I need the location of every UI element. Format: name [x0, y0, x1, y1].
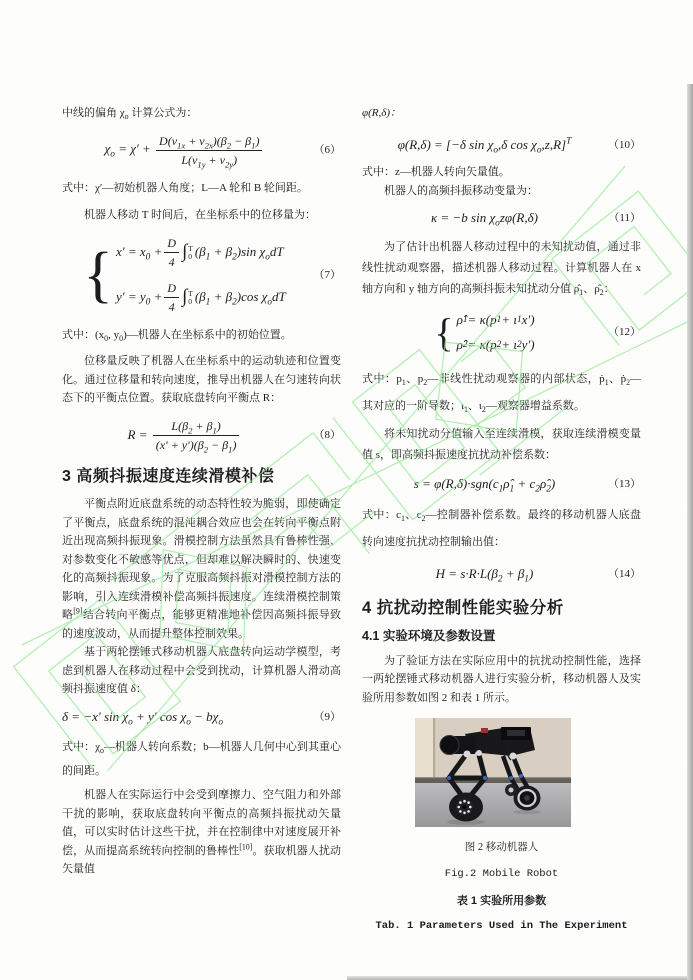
- section-heading-3: 3 高频抖振速度连续滑模补偿: [62, 467, 275, 485]
- photo-door-frame: [415, 718, 435, 777]
- equation-6-number: （6）: [313, 144, 341, 157]
- paragraph-continuation: φ(R,δ)：: [362, 107, 401, 119]
- section-heading-4: 4 抗扰动控制性能实验分析: [362, 598, 564, 617]
- equation-6-body: [62, 132, 307, 170]
- table-1-caption-zh: 表 1 实验所用参数: [456, 895, 547, 907]
- equation-12-line2: ρ̂ 2 = κ(p 2 + ι 2 y′): [456, 337, 535, 352]
- fraction: [164, 234, 179, 272]
- equation-12: [362, 311, 641, 355]
- equation-7-line2-post: $(\beta_1 + \beta_2)\cos$ $\chi_odT$: [194, 289, 286, 308]
- robot-left-wheel-axle: [462, 805, 466, 809]
- paragraph-sliding-mode: 将未知扰动分值输入至连续滑模，获取连续滑模变量值 s，即高频抖振速度抗扰动补偿系数：: [362, 427, 641, 461]
- equation-9: [62, 708, 341, 727]
- system-brace: {: [434, 309, 454, 355]
- equation-12-number: （12）: [608, 326, 641, 339]
- integral-sign: ∫: [182, 286, 188, 308]
- robot-blue-bolt: [447, 776, 451, 780]
- fraction-numerator: $D(v_{1x} + v_{2x})(\beta_2 - \beta_1)$: [156, 132, 262, 152]
- equation-14-number: （14）: [608, 568, 641, 580]
- integral-upper: T: [188, 244, 193, 253]
- note-eq9: 式中：$\chi_o—$机器人转向系数；b—机器人几何中心到其重心的间距。: [62, 741, 342, 777]
- paragraph-section3-b: 基于两轮摆锤式移动机器人底盘转向运动学模型，考虑到机器人在移动过程中会受到扰动，计算机器人滑动高频抖振速度值 δ：: [62, 646, 341, 695]
- note-eq12: 式中：$p_1$、$p_2—$非线性扰动观察器的内部状态，ṗ$_1$、ṗ$_2$—其对应的一阶导数；$\iota_1$、$\iota_2—$观察器增益系数。: [362, 372, 642, 414]
- fraction-denominator: 4: [168, 300, 175, 314]
- paragraph-observer: 为了估计出机器人移动过程中的未知扰动值，通过非线性扰动观察器，描述机器人移动过程。计算机器人在 x 轴方向和 y 轴方向的高频抖振未知扰动分值 $\rhô_1$、$\rhô_2$：: [362, 240, 641, 297]
- photo-baseboard-line: [415, 777, 571, 778]
- integral-lower: 0: [188, 296, 192, 306]
- integral-sign: ∫: [182, 241, 188, 263]
- paragraph-section3-c: 机器人在实际运行中会受到摩擦力、空气阻力和外部干扰的影响，获取底盘转向平衡点的高频抖振扰动矢量值，可以实时估计这些干扰，并在控制律中对速度展开补偿，从而提高系统转向控制的鲁棒性[10]。获取机器人扰动矢量值: [62, 789, 342, 875]
- equation-10-body: φ(R,δ) = [−δ $\sin \chi_o,\delta$ $\cos \chi_o,z,R]^T$: [397, 136, 572, 156]
- equation-9-number: （9）: [313, 710, 341, 723]
- scan-edge-right: [687, 84, 693, 980]
- robot-right-wheel-hub: [524, 795, 530, 801]
- paragraph-move-T: 机器人移动 T 时间后，在坐标系中的位移量为：: [84, 209, 317, 221]
- equation-7-line1: [116, 234, 286, 272]
- table-1-caption-en: Tab. 1 Parameters Used in The Experiment: [375, 919, 628, 932]
- equation-10: [362, 136, 641, 155]
- subsection-heading-4-1: 4.1 实验环境及参数设置: [362, 629, 496, 643]
- robot-cylinder-motor: [440, 736, 459, 755]
- equation-7-lines: [116, 234, 286, 317]
- integral-upper: T: [188, 289, 193, 298]
- equation-8-body: [62, 417, 307, 455]
- robot-joint-disc: [464, 751, 471, 758]
- equation-11-number: （11）: [608, 212, 641, 224]
- system-brace: {: [83, 240, 113, 309]
- note-eq10: 式中：z—机器人转向矢量值。: [362, 166, 510, 178]
- integral-lower: 0: [188, 251, 192, 261]
- equation-8-lhs: R =: [127, 426, 151, 442]
- equation-7-line2: [116, 279, 286, 317]
- fraction: [164, 279, 179, 317]
- robot-photo: [415, 718, 571, 827]
- equation-11: [362, 209, 641, 228]
- robot-joint-disc: [510, 753, 517, 760]
- robot-joint-disc: [476, 750, 482, 756]
- equation-14: [362, 565, 641, 584]
- paragraph-section3-a: 平衡点附近底盘系统的动态特性较为脆弱，即使确定了平衡点，底盘系统的混沌耦合效应也会在转向平衡点附近出现高频抖振现象。滑模控制方法虽然具有鲁棒性强、对参数变化不敏感等优点，但却难以解决瞬时的、快速变化的高频抖振现象。为了克服高频抖振对滑模控制方法的影响，引入连续滑模补偿高频抖振速度。连续滑模控制策略[9]结合转向平衡点，能够更精准地补偿因高频抖振导致的速度波动，从而提升整体控制效果。: [62, 498, 342, 640]
- note-eq7: 式中：($x_0$, $y_0)—$机器人在坐标系中的初始位置。: [62, 328, 292, 343]
- fraction-denominator: $(x' + y')(\beta_2 - \beta_1)$: [155, 438, 237, 455]
- robot-blue-bolt: [519, 774, 523, 778]
- figure-2-caption-en: Fig.2 Mobile Robot: [444, 867, 559, 880]
- equation-6-lhs: $\chi_o = \chi'$ +: [104, 141, 155, 161]
- left-column: [62, 104, 341, 879]
- paragraph-displacement: 位移量反映了机器人在坐标系中的运动轨迹和位置变化。通过位移量和转向速度，推导出机器人在匀速转向状态下的平衡点位置。获取底盘转向平衡点 R：: [62, 355, 341, 404]
- fraction: [156, 132, 262, 170]
- equation-6: [62, 132, 341, 170]
- equation-7-line2-pre: $y' = y_0$ +: [115, 289, 163, 308]
- paragraph-chi-angle-intro: 中线的偏角 $\chi_o$ 计算公式为：: [62, 107, 198, 122]
- robot-pendulum-hub: [509, 788, 514, 793]
- equation-10-number: （10）: [608, 138, 641, 151]
- paragraph-experiment-setup: 为了验证方法在实际应用中的抗扰动控制性能，选择一两轮摆锤式移动机器人进行实验分析，移动机器人及实验所用参数如图 2 和表 1 所示。: [362, 654, 641, 704]
- equation-14-body: $H = s\cdot R\cdot L(\beta_2 + \beta_1)$: [435, 566, 534, 585]
- integral-limits: [188, 245, 193, 260]
- equation-13-number: （13）: [608, 477, 641, 490]
- equation-9-body: δ = −x′ $\sin \chi_o + y'$ $\cos \chi_o - b\chi_o$: [62, 708, 224, 728]
- fraction-denominator: 4: [168, 255, 175, 269]
- robot-red-part: [481, 728, 488, 733]
- scan-edge-bottom: [347, 976, 687, 980]
- equation-8: [62, 417, 341, 455]
- fraction-numerator: D: [164, 279, 179, 299]
- equation-12-line1: ρ̂ 1 = κ(p 1 + ι 1 x′): [456, 311, 535, 327]
- integral-limits: [188, 290, 193, 305]
- photo-floor: [415, 783, 571, 827]
- equation-11-body: κ = −b $\sin \chi_oz\varphi(R,\delta)$: [430, 210, 538, 229]
- figure-2-caption-zh: 图 2 移动机器人: [464, 842, 539, 853]
- robot-blue-bolt: [509, 776, 513, 780]
- note-eq13: 式中：$c_1$、$c_2—$控制器补偿系数。最终的移动机器人底盘转向速度抗扰动控制输出值：: [362, 509, 641, 548]
- fraction-numerator: $L(\beta_2 + \beta_1)$: [153, 417, 240, 437]
- right-column: [362, 104, 641, 935]
- equation-7-number: （7）: [313, 268, 341, 281]
- robot-blue-bolt: [483, 776, 487, 780]
- photo-door-edge: [433, 718, 435, 777]
- figure-2: [362, 718, 641, 883]
- fraction-denominator: $L(v_{1y} + v_{2y})$: [181, 153, 238, 170]
- equation-7-line1-pre: $x' = x_0$ +: [115, 244, 163, 263]
- fraction-numerator: D: [164, 234, 179, 254]
- equation-7-body: [62, 234, 307, 317]
- equation-7: [62, 234, 341, 317]
- equation-12-body: [362, 311, 607, 355]
- paragraph-chattering-variable: 机器人的高频抖振移动变量为：: [384, 184, 538, 197]
- equation-13-body: $s = \varphi(R,\delta)\cdot sgn(c_1\rhô_1$ + $c_2\rhô_2$): [413, 475, 556, 495]
- equation-7-line1-post: $(\beta_1 + \beta_2)\sin$ $\chi_odT$: [194, 244, 284, 263]
- equation-12-lines: [457, 311, 535, 355]
- fraction: [153, 417, 240, 455]
- robot-top-panel: [507, 730, 525, 736]
- note-eq6: 式中：χ′—初始机器人角度；L—A 轮和 B 轮间距。: [62, 181, 308, 194]
- equation-8-number: （8）: [313, 429, 341, 442]
- equation-13: [362, 475, 641, 494]
